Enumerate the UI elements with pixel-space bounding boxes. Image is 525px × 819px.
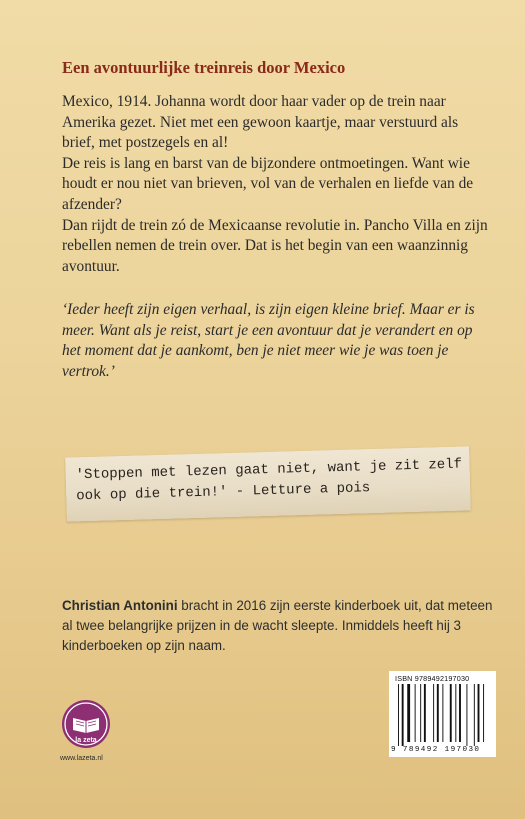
heading: Een avontuurlijke treinreis door Mexico	[62, 58, 346, 77]
author-bio-text: bracht in 2016 zijn eerste kinderboek uit, dat meteen al twee belangrijke prijzen in de wacht sleepte. Inmiddels heeft hij 3 kinderboeken op zijn naam.	[62, 598, 493, 653]
quote: ‘Ieder heeft zijn eigen verhaal, is zijn eigen kleine brief. Maar er is meer. Want als je reist, start je een avontuur dat je verandert en op het moment dat je aankomt, ben je niet meer wie je was toen je vertrok.’	[62, 301, 475, 380]
review-note-text: 'Stoppen met lezen gaat niet, want je zit zelf ook op die trein!' - Letture a pois	[75, 456, 463, 505]
book-icon	[60, 698, 112, 750]
isbn-digits: 9 789492 197030	[391, 746, 481, 754]
logo-text: la zeta	[75, 737, 97, 744]
blurb	[62, 92, 492, 277]
blurb-paragraph-2: De reis is lang en barst van de bijzondere ontmoetingen. Want wie houdt er nou niet van brieven, vol van de verhalen en liefde van de afzender?	[62, 154, 474, 213]
isbn-label: ISBN 9789492197030	[395, 674, 470, 683]
isbn-barcode	[389, 671, 496, 757]
blurb-paragraph-1: Mexico, 1914. Johanna wordt door haar vader op de trein naar Amerika gezet. Niet met een gewoon kaartje, maar verstuurd als brief, met postzegels en al!	[62, 93, 459, 152]
author-bio	[62, 596, 502, 656]
publisher-logo	[60, 698, 112, 750]
author-name: Christian Antonini	[62, 598, 178, 613]
blurb-paragraph-3: Dan rijdt de trein zó de Mexicaanse revolutie in. Pancho Villa en zijn rebellen nemen de trein over. Dat is het begin van een waanzinnig avontuur.	[62, 216, 488, 275]
barcode-bars	[389, 671, 496, 757]
review-note	[65, 446, 471, 521]
publisher-website: www.lazeta.nl	[60, 755, 103, 762]
